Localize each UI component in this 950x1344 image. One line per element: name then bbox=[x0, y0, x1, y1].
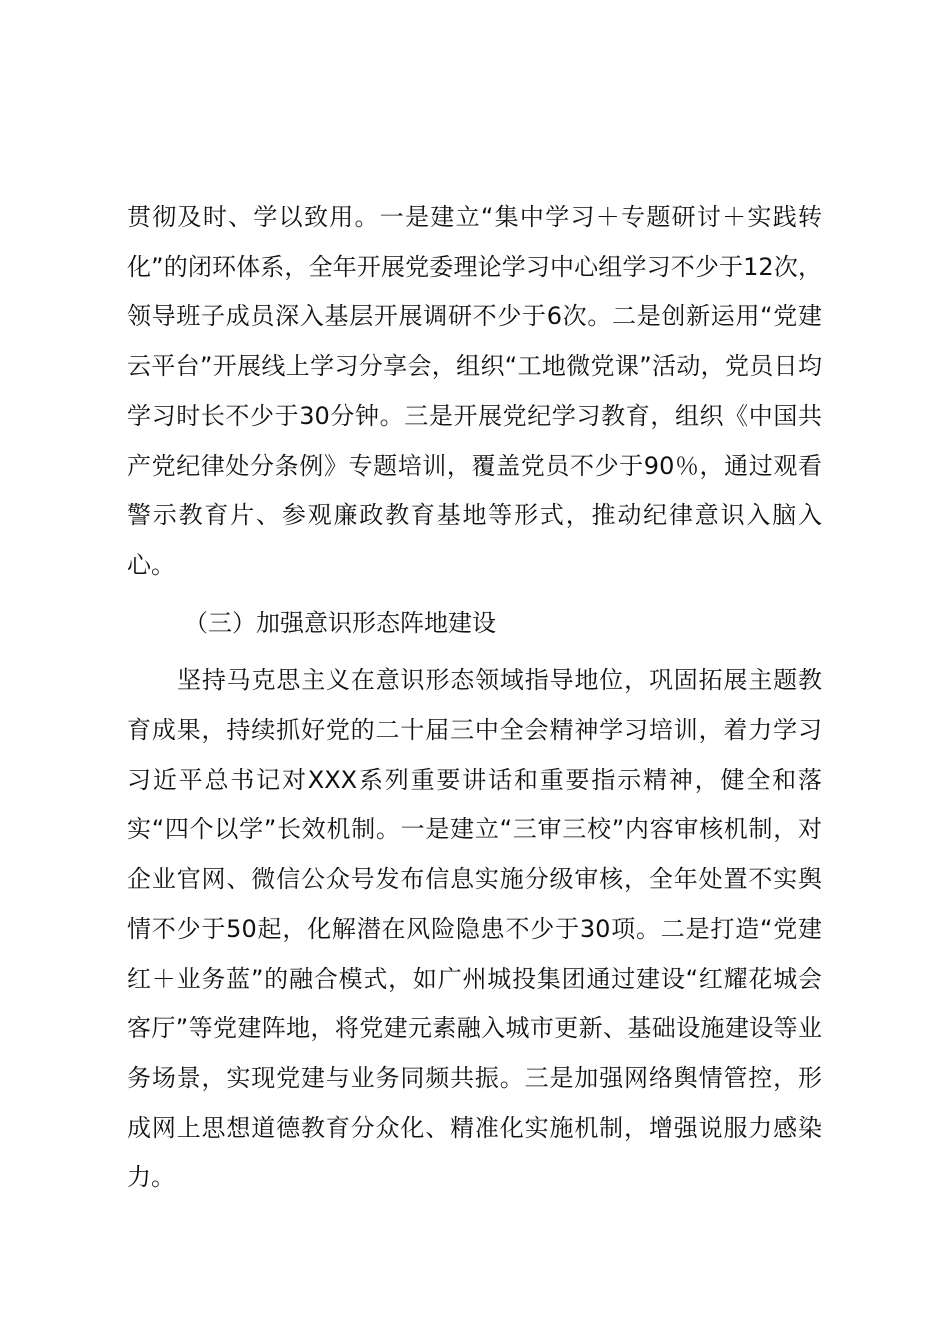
section-heading: （三）加强意识形态阵地建设 bbox=[184, 608, 496, 637]
paragraph-ideology: 坚持马克思主义在意识形态领域指导地位，巩固拓展主题教育成果，持续抓好党的二十届三中全会精神学习培训，着力学习习近平总书记对XXX系列重要讲话和重要指示精神，健全和落实“四个以学”长效机制。一是建立“三审三校”内容审核机制，对企业官网、微信公众号发布信息实施分级审核，全年处置不实舆情不少于50起，化解潜在风险隐患不少于30项。二是打造“党建红＋业务蓝”的融合模式，如广州城投集团通过建设“红耀花城会客厅”等党建阵地，将党建元素融入城市更新、基础设施建设等业务场景，实现党建与业务同频共振。三是加强网络舆情管控，形成网上思想道德教育分众化、精准化实施机制，增强说服力感染力。 bbox=[127, 666, 822, 1192]
paragraph-continued: 贯彻及时、学以致用。一是建立“集中学习＋专题研讨＋实践转化”的闭环体系，全年开展党委理论学习中心组学习不少于12次，领导班子成员深入基层开展调研不少于6次。二是创新运用“党建云平台”开展线上学习分享会，组织“工地微党课”活动，党员日均学习时长不少于30分钟。三是开展党纪学习教育，组织《中国共产党纪律处分条例》专题培训，覆盖党员不少于90％，通过观看警示教育片、参观廉政教育基地等形式，推动纪律意识入脑入心。 bbox=[127, 203, 822, 579]
document-body bbox=[127, 193, 822, 1203]
